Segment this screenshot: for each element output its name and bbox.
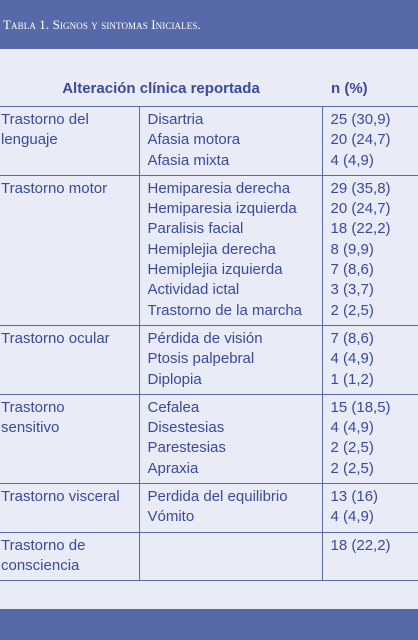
symptom-label: Afasia motora [147,131,241,149]
symptoms-cell [139,532,322,581]
value-label: 29 (35,8) [330,179,391,197]
symptom-label: Disestesias [147,419,225,437]
symptom-label: Afasia mixta [147,151,230,169]
symptom-label: Parestesias [147,439,226,457]
category-label: lenguaje [1,131,58,149]
symptom-label: Cefalea [147,398,200,416]
symptom-label: Actividad ictal [147,281,240,299]
category-cell [0,325,139,394]
symptoms-cell [139,325,322,394]
value-label: 8 (9,9) [330,240,374,258]
symptom-label: Disartria [147,111,204,128]
category-cell [0,394,139,483]
table-caption: Tabla 1. Signos y sintomas Iniciales. [3,17,201,32]
symptom-label: Perdida del equilibrio [147,488,288,506]
category-label: Trastorno visceral [1,488,120,506]
table-body [0,107,418,581]
table-row [0,532,418,581]
symptoms-table [0,70,418,581]
value-label: 4 (4,9) [330,419,374,437]
symptom-label: Diplopia [147,370,202,388]
values-cell [322,532,418,581]
value-label: 3 (3,7) [330,281,374,299]
symptom-label: Trastorno de la marcha [147,301,303,319]
values-cell [322,175,418,325]
value-label: 4 (4,9) [330,350,374,368]
table-row [0,107,418,176]
value-label: 13 (16) [330,488,379,506]
category-label: sensitivo [1,419,60,437]
value-label: 7 (8,6) [330,261,374,279]
header-n-percent: n (%) [322,70,418,107]
symptom-label: Paralisis facial [147,220,244,238]
symptom-label: Hemiparesia derecha [147,179,291,197]
symptom-label: Ptosis palpebral [147,350,255,368]
value-label: 20 (24,7) [330,200,391,218]
value-label: 25 (30,9) [330,111,391,128]
table-row [0,175,418,325]
caption-bar [0,0,418,49]
symptom-label: Apraxia [147,459,199,477]
symptom-label: Hemiplejia derecha [147,240,276,258]
values-cell [322,394,418,483]
category-label: Trastorno ocular [1,329,110,347]
header-alteracion: Alteración clínica reportada [0,70,322,107]
table-row [0,325,418,394]
symptom-label: Hemiplejia izquierda [147,261,283,279]
category-cell [0,107,139,176]
category-label: Trastorno de [1,536,86,554]
value-label: 2 (2,5) [330,301,374,319]
symptom-label: Vómito [147,508,195,526]
category-label: Trastorno del [1,111,89,128]
value-label: 18 (22,2) [330,536,391,554]
values-cell [322,484,418,533]
category-label: consciencia [1,556,80,574]
symptoms-cell [139,394,322,483]
symptoms-cell [139,484,322,533]
header-row [0,70,418,107]
table-row [0,394,418,483]
value-label: 15 (18,5) [330,398,391,416]
symptoms-cell [139,175,322,325]
category-cell [0,484,139,533]
value-label: 4 (4,9) [330,151,374,169]
bottom-bar [0,609,418,640]
value-label: 4 (4,9) [330,508,374,526]
value-label: 7 (8,6) [330,329,374,347]
values-cell [322,325,418,394]
values-cell [322,107,418,176]
symptom-label: Hemiparesia izquierda [147,200,297,218]
category-cell [0,175,139,325]
value-label: 2 (2,5) [330,439,374,457]
category-cell [0,532,139,581]
symptom-label: Pérdida de visión [147,329,263,347]
table-row [0,484,418,533]
category-label: Trastorno motor [1,179,108,197]
symptoms-cell [139,107,322,176]
value-label: 18 (22,2) [330,220,391,238]
value-label: 2 (2,5) [330,459,374,477]
category-label: Trastorno [1,398,65,416]
value-label: 20 (24,7) [330,131,391,149]
value-label: 1 (1,2) [330,370,374,388]
